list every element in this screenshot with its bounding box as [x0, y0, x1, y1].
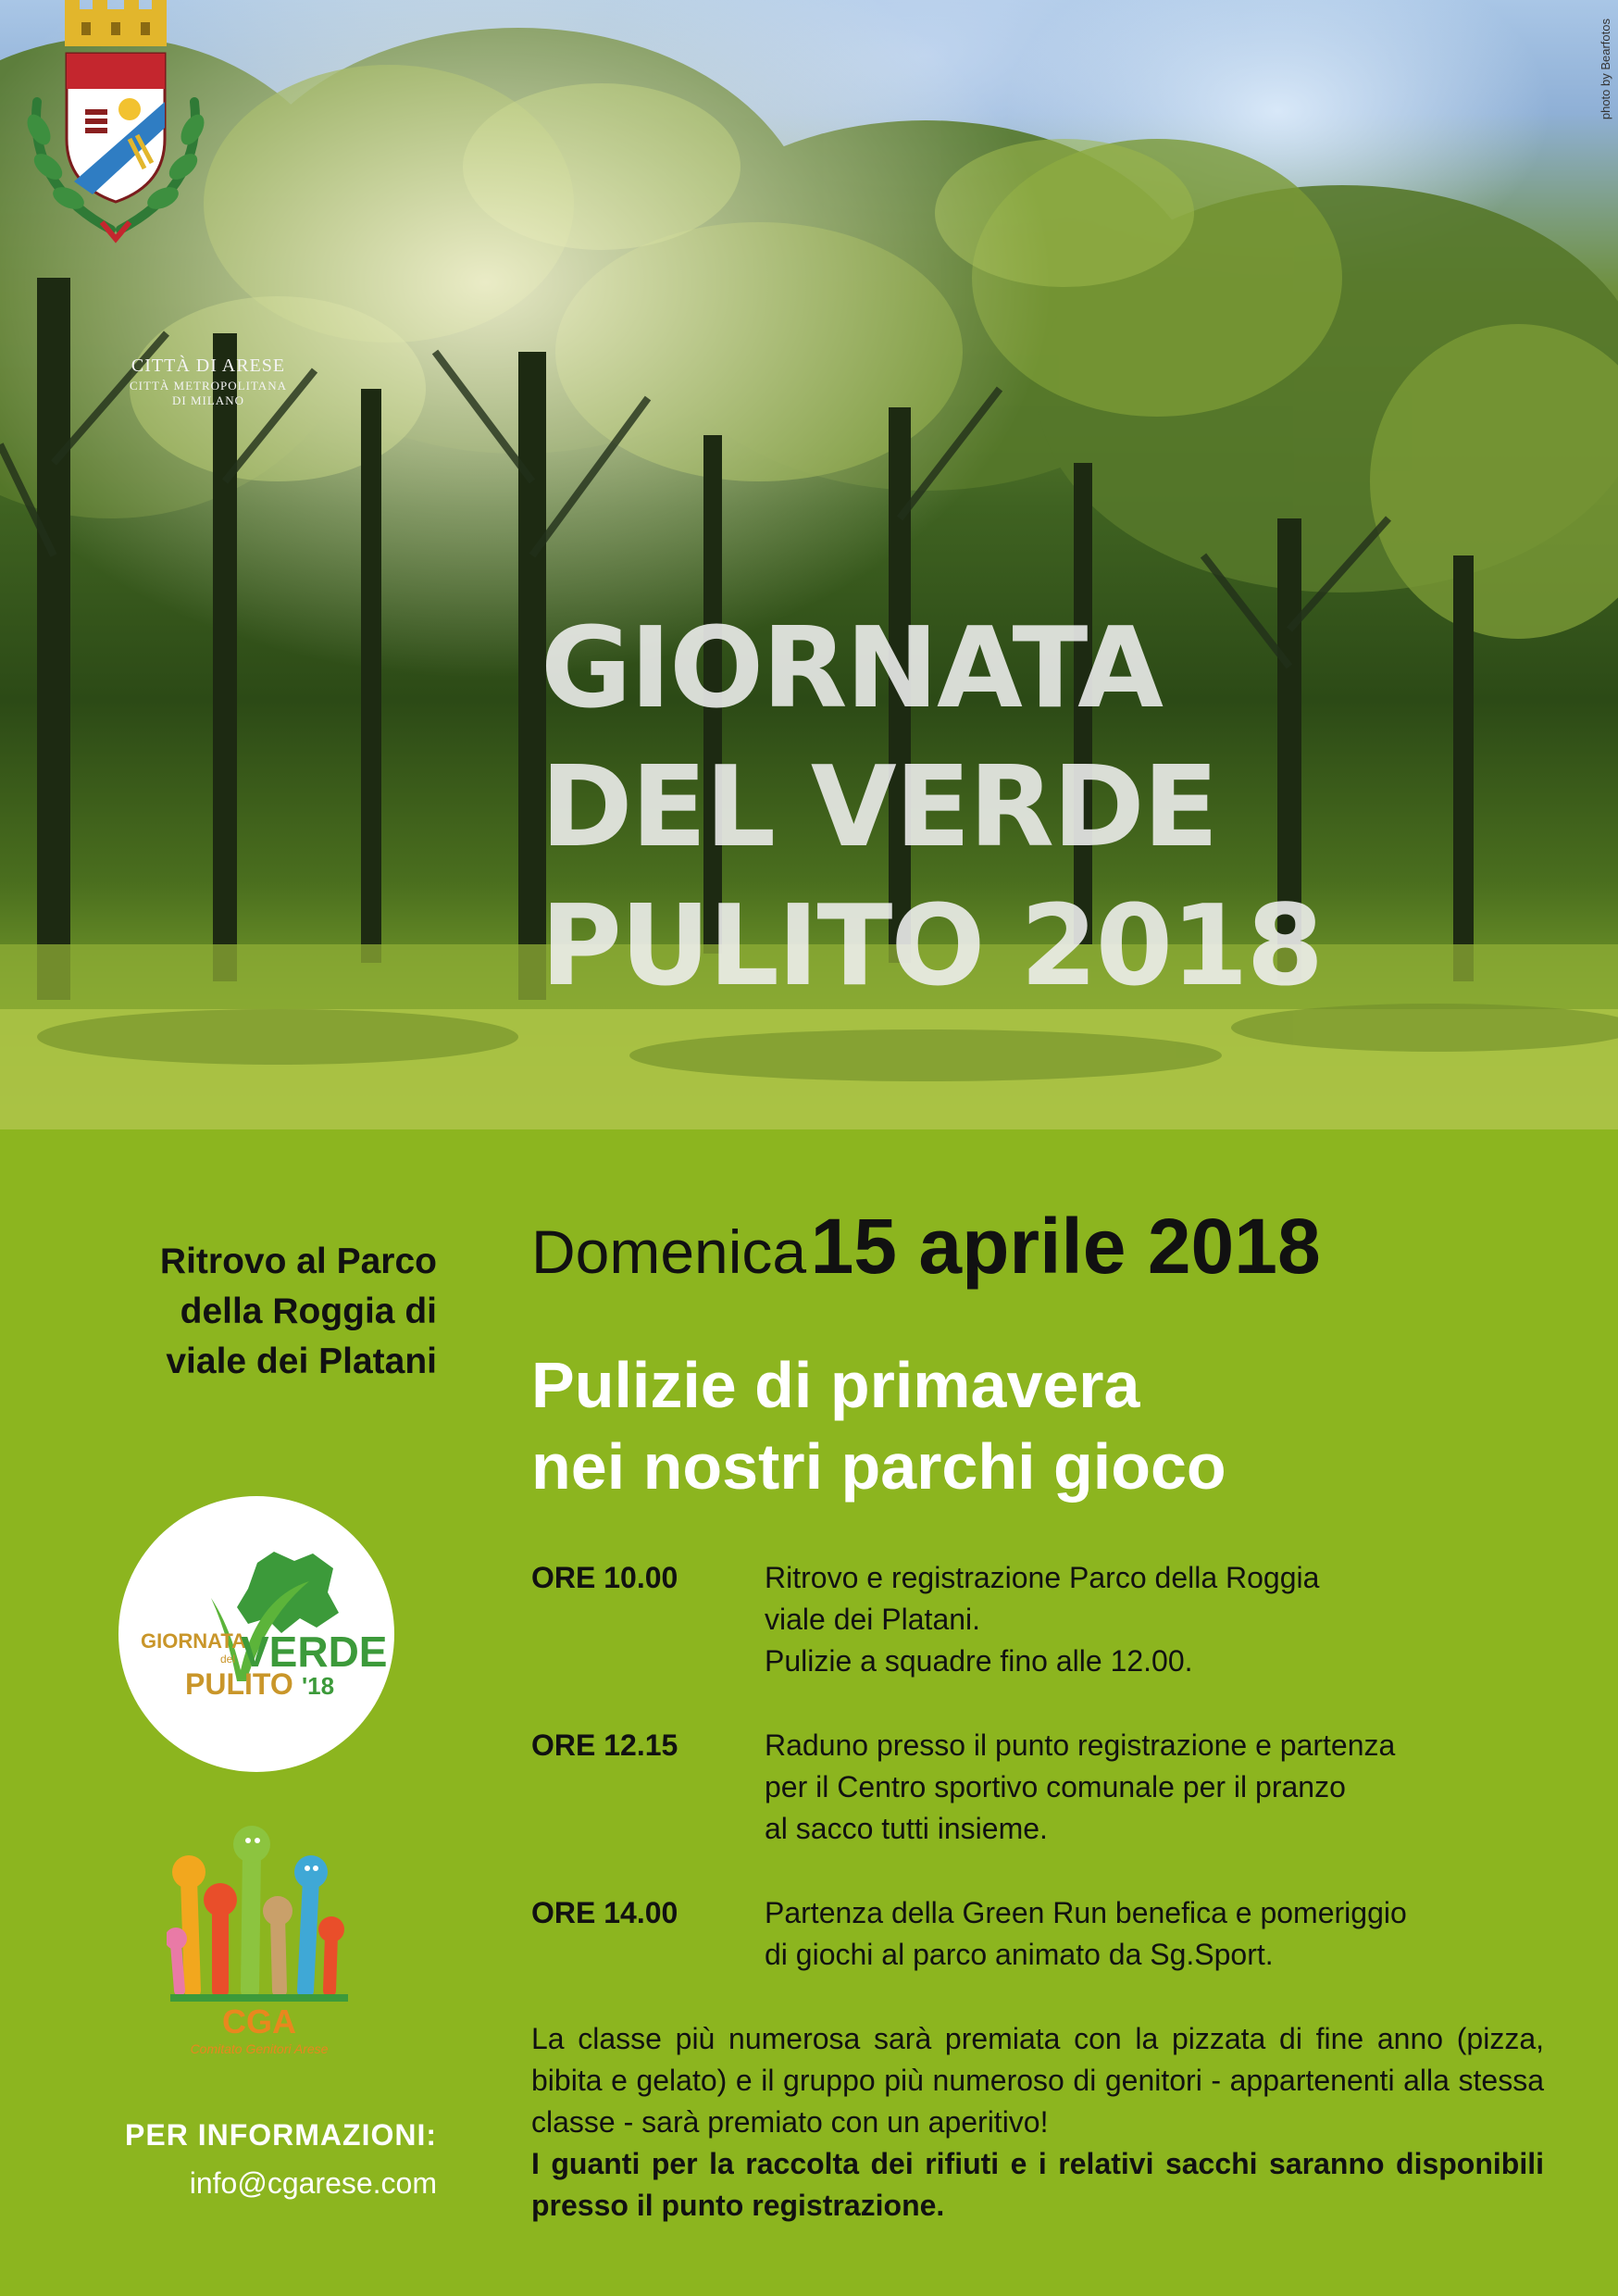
gdv-word-year: '18 [302, 1672, 335, 1700]
date-weekday: Domenica [531, 1217, 807, 1286]
city-name: CITTÀ DI ARESE [131, 356, 286, 376]
cga-logo [167, 1815, 352, 2065]
schedule-line: viale dei Platani. [765, 1603, 981, 1636]
schedule-time: ORE 14.00 [531, 1896, 678, 1929]
gdv-word-pulito: PULITO [185, 1667, 293, 1701]
schedule-description [765, 1892, 1407, 1976]
schedule-line: Pulizie a squadre fino alle 12.00. [765, 1644, 1193, 1678]
event-subtitle [531, 1344, 1226, 1507]
schedule-line: Ritrovo e registrazione Parco della Roggia [765, 1561, 1320, 1594]
schedule-time: ORE 10.00 [531, 1561, 678, 1594]
gdv-word-del: del [220, 1653, 236, 1666]
giornata-verde-pulito-logo [118, 1496, 394, 1772]
title-line-3: PULITO 2018 [541, 882, 1323, 1011]
arese-coat-of-arms [0, 0, 231, 306]
subtitle-line-2: nei nostri parchi gioco [531, 1430, 1226, 1503]
info-email-link[interactable]: info@cgarese.com [189, 2166, 437, 2200]
cga-acronym: CGA [222, 2003, 296, 2040]
schedule-line: Partenza della Green Run benefica e pomeriggio [765, 1896, 1407, 1929]
title-line-2: DEL VERDE [541, 743, 1217, 872]
schedule-time: ORE 12.15 [531, 1728, 678, 1762]
schedule-description [765, 1557, 1319, 1682]
meeting-line-2: della Roggia di [180, 1292, 437, 1331]
event-date [531, 1202, 1321, 1292]
gdv-logo-art [118, 1496, 394, 1772]
meeting-point [56, 1237, 437, 1387]
schedule-line: di giochi al parco animato da Sg.Sport. [765, 1938, 1274, 1971]
event-title [541, 600, 1577, 1017]
gdv-word-verde: VERDE [241, 1628, 388, 1676]
date-main: 15 aprile 2018 [810, 1203, 1321, 1290]
meeting-line-1: Ritrovo al Parco [159, 1242, 437, 1281]
subtitle-line-1: Pulizie di primavera [531, 1349, 1140, 1421]
gdv-word-giornata: GIORNATA [141, 1629, 247, 1653]
metro-city-name: DI MILANO [172, 393, 244, 407]
hero-photo [0, 0, 1618, 1129]
meeting-line-3: viale dei Platani [166, 1341, 437, 1381]
schedule-description [765, 1725, 1395, 1850]
schedule-line: Raduno presso il punto registrazione e partenza [765, 1728, 1396, 1762]
coat-of-arms-caption [93, 356, 324, 408]
cga-name: Comitato Genitori Arese [190, 2041, 329, 2056]
prize-text: La classe più numerosa sarà premiata con la pizzata di fine anno (pizza, bibita e gelato) e il gruppo più numeroso di genitori - appartenenti alla stessa classe - sarà premiato con un aperitivo! [531, 2022, 1544, 2139]
title-line-1: GIORNATA [541, 605, 1162, 733]
metro-city-label: CITTÀ METROPOLITANA [130, 379, 287, 393]
schedule-line: al sacco tutti insieme. [765, 1812, 1048, 1845]
prize-paragraph [531, 2018, 1544, 2227]
photo-credit: photo by Bearfotos [1599, 19, 1612, 120]
gloves-notice: I guanti per la raccolta dei rifiuti e i relativi sacchi saranno disponibili presso il punto registrazione. [531, 2147, 1544, 2222]
info-label: PER INFORMAZIONI: [125, 2118, 437, 2152]
schedule-line: per il Centro sportivo comunale per il pranzo [765, 1770, 1346, 1803]
